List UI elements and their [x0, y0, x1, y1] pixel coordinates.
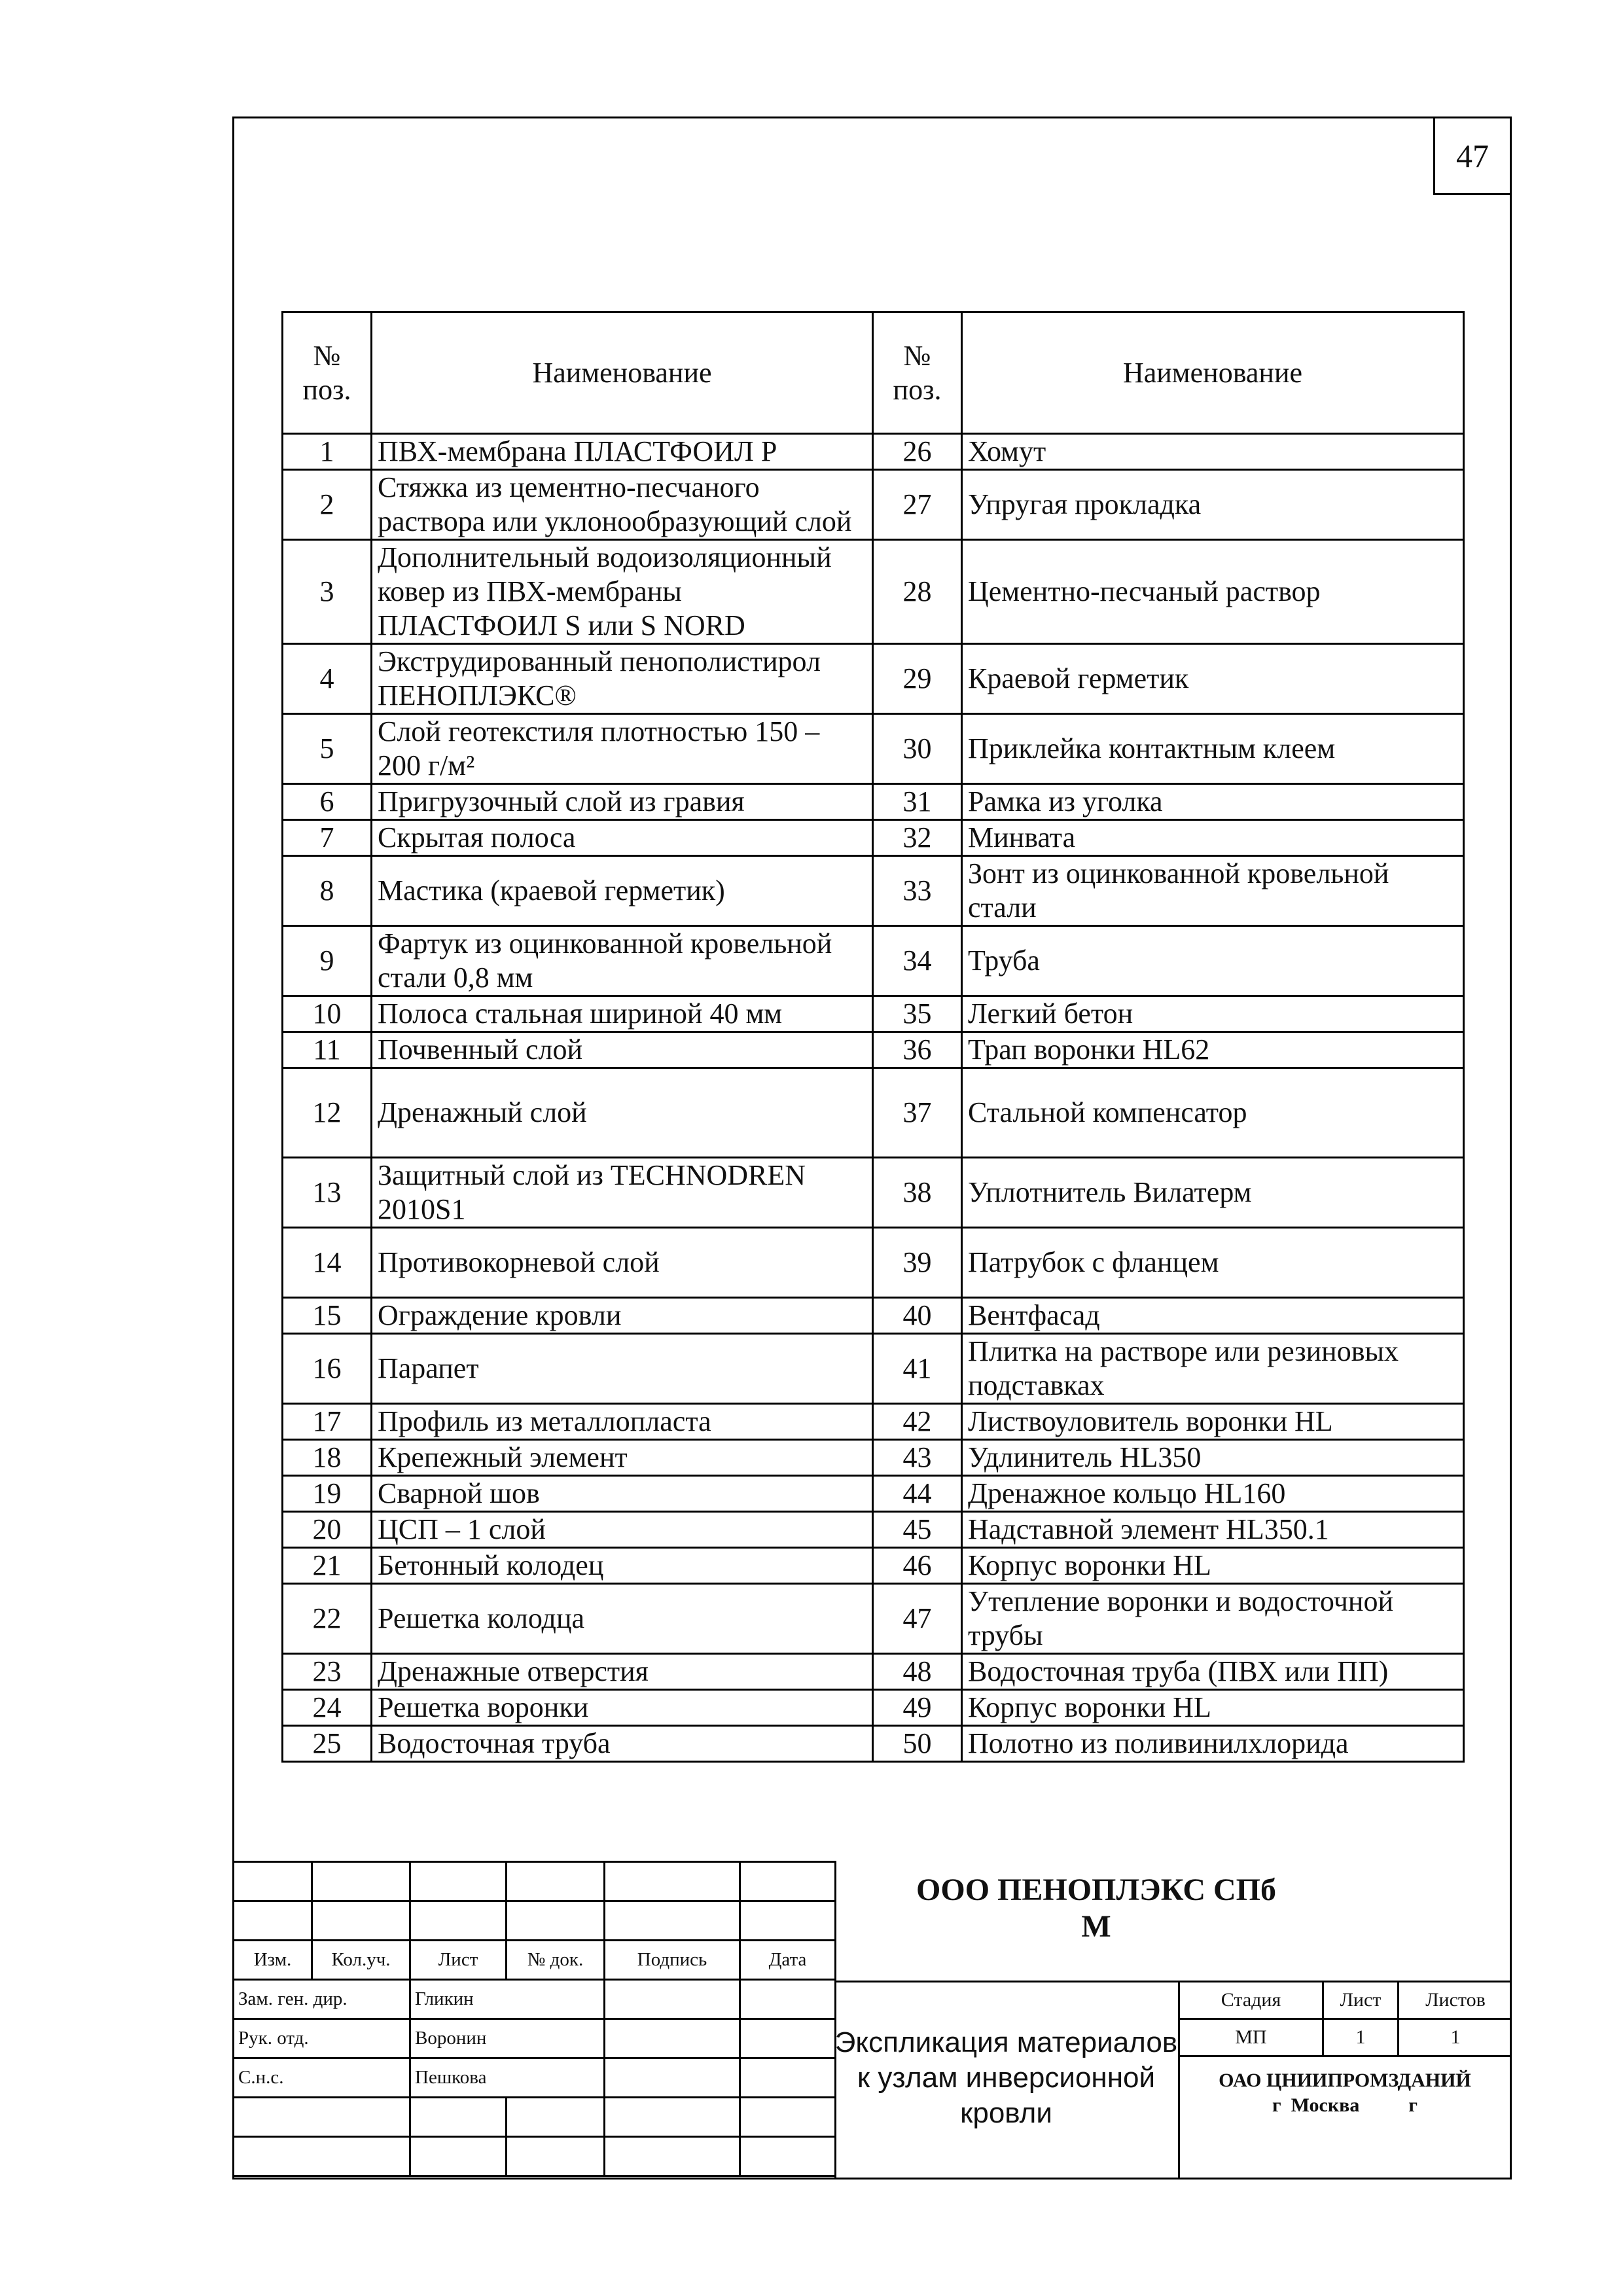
table-row — [283, 1158, 1464, 1228]
pos-right: 47 — [873, 1584, 962, 1654]
pos-left: 22 — [283, 1584, 372, 1654]
table-row — [283, 784, 1464, 820]
stamp-left-grid — [232, 1861, 836, 2177]
pos-left: 10 — [283, 996, 372, 1032]
sheets-value: 1 — [1450, 2026, 1461, 2048]
table-row — [283, 1228, 1464, 1298]
pos-right: 32 — [873, 820, 962, 856]
sheet-label: Лист — [1340, 1989, 1382, 2011]
pos-left: 18 — [283, 1440, 372, 1476]
stamp-col-label: Изм. — [234, 1941, 312, 1980]
pos-right: 28 — [873, 540, 962, 644]
name-right: Надставной элемент HL350.1 — [962, 1512, 1464, 1548]
stamp-role: Рук. отд. — [234, 2019, 410, 2058]
pos-left: 7 — [283, 820, 372, 856]
stage-label: Стадия — [1221, 1989, 1281, 2011]
stamp-role: С.н.с. — [234, 2058, 410, 2098]
name-left: Мастика (краевой герметик) — [372, 856, 873, 926]
pos-right: 34 — [873, 926, 962, 996]
pos-right: 44 — [873, 1476, 962, 1512]
pos-left: 20 — [283, 1512, 372, 1548]
pos-left: 19 — [283, 1476, 372, 1512]
page-number: 47 — [1433, 117, 1512, 195]
name-left: Профиль из металлопласта — [372, 1404, 873, 1440]
name-left: Экструдированный пенополистирол ПЕНОПЛЭКС® — [372, 644, 873, 714]
pos-left: 12 — [283, 1068, 372, 1158]
table-row — [283, 926, 1464, 996]
table-row — [283, 1440, 1464, 1476]
table-row — [283, 996, 1464, 1032]
pos-right: 40 — [873, 1298, 962, 1334]
pos-right: 41 — [873, 1334, 962, 1404]
name-right: Краевой герметик — [962, 644, 1464, 714]
table-row — [283, 820, 1464, 856]
pos-right: 27 — [873, 470, 962, 540]
pos-right: 29 — [873, 644, 962, 714]
pos-left: 24 — [283, 1690, 372, 1726]
materials-table — [281, 311, 1465, 1763]
stage-bottom-line — [1178, 2055, 1512, 2057]
name-right: Корпус воронки HL — [962, 1548, 1464, 1584]
stamp-col-label: Подпись — [605, 1941, 740, 1980]
name-right: Плитка на растворе или резиновых подставках — [962, 1334, 1464, 1404]
table-row — [283, 1404, 1464, 1440]
table-row — [283, 1654, 1464, 1690]
name-right: Упругая прокладка — [962, 470, 1464, 540]
name-left: Слой геотекстиля плотностью 150 – 200 г/м² — [372, 714, 873, 784]
pos-left: 1 — [283, 434, 372, 470]
table-row — [283, 1068, 1464, 1158]
name-right: Вентфасад — [962, 1298, 1464, 1334]
table-row — [283, 434, 1464, 470]
pos-right: 48 — [873, 1654, 962, 1690]
name-left: ЦСП – 1 слой — [372, 1512, 873, 1548]
name-left: Фартук из оцинкованной кровельной стали 0,8 мм — [372, 926, 873, 996]
name-right: Рамка из уголка — [962, 784, 1464, 820]
pos-left: 13 — [283, 1158, 372, 1228]
pos-right: 43 — [873, 1440, 962, 1476]
institution: ОАО ЦНИИПРОМЗДАНИЙ г Москва г — [1219, 2070, 1471, 2116]
table-row — [283, 1548, 1464, 1584]
stamp-person: Пешкова — [410, 2058, 605, 2098]
pos-left: 15 — [283, 1298, 372, 1334]
pos-left: 9 — [283, 926, 372, 996]
name-left: Защитный слой из TECHNODREN 2010S1 — [372, 1158, 873, 1228]
stamp-col-label: Лист — [410, 1941, 507, 1980]
stamp-person: Гликин — [410, 1980, 605, 2019]
pos-left: 17 — [283, 1404, 372, 1440]
pos-right: 42 — [873, 1404, 962, 1440]
organization-name: ООО ПЕНОПЛЭКС СПб М — [916, 1873, 1276, 1944]
pos-right: 30 — [873, 714, 962, 784]
table-row — [283, 1298, 1464, 1334]
table-row — [283, 1334, 1464, 1404]
pos-right: 26 — [873, 434, 962, 470]
name-left: Решетка воронки — [372, 1690, 873, 1726]
name-left: Стяжка из цементно-песчаного раствора или уклонообразующий слой — [372, 470, 873, 540]
name-right: Дренажное кольцо HL160 — [962, 1476, 1464, 1512]
table-row — [283, 540, 1464, 644]
name-left: Пригрузочный слой из гравия — [372, 784, 873, 820]
table-row — [283, 1584, 1464, 1654]
name-left: Ограждение кровли — [372, 1298, 873, 1334]
name-right: Корпус воронки HL — [962, 1690, 1464, 1726]
name-left: Крепежный элемент — [372, 1440, 873, 1476]
table-row — [283, 714, 1464, 784]
pos-left: 6 — [283, 784, 372, 820]
header-name-1: Наименование — [372, 312, 873, 434]
stamp-col-label: Кол.уч. — [312, 1941, 410, 1980]
sheets-label: Листов — [1425, 1989, 1486, 2011]
table-row — [283, 1726, 1464, 1762]
name-right: Зонт из оцинкованной кровельной стали — [962, 856, 1464, 926]
pos-right: 33 — [873, 856, 962, 926]
pos-left: 23 — [283, 1654, 372, 1690]
header-pos-1: № поз. — [283, 312, 372, 434]
table-row — [283, 1512, 1464, 1548]
pos-right: 31 — [873, 784, 962, 820]
name-right: Легкий бетон — [962, 996, 1464, 1032]
header-pos-2: № поз. — [873, 312, 962, 434]
pos-left: 2 — [283, 470, 372, 540]
pos-right: 50 — [873, 1726, 962, 1762]
name-left: Полоса стальная шириной 40 мм — [372, 996, 873, 1032]
name-left: Решетка колодца — [372, 1584, 873, 1654]
name-right: Трап воронки HL62 — [962, 1032, 1464, 1068]
table-row — [283, 1476, 1464, 1512]
pos-left: 14 — [283, 1228, 372, 1298]
stamp-col-label: Дата — [740, 1941, 836, 1980]
name-left: Противокорневой слой — [372, 1228, 873, 1298]
stamp-role: Зам. ген. дир. — [234, 1980, 410, 2019]
pos-right: 49 — [873, 1690, 962, 1726]
pos-left: 4 — [283, 644, 372, 714]
table-row — [283, 856, 1464, 926]
table-row — [283, 470, 1464, 540]
pos-left: 16 — [283, 1334, 372, 1404]
sheet-value: 1 — [1355, 2026, 1366, 2048]
name-left: Почвенный слой — [372, 1032, 873, 1068]
name-left: Дренажный слой — [372, 1068, 873, 1158]
name-right: Удлинитель HL350 — [962, 1440, 1464, 1476]
name-right: Патрубок с фланцем — [962, 1228, 1464, 1298]
pos-right: 38 — [873, 1158, 962, 1228]
pos-left: 8 — [283, 856, 372, 926]
name-left: Скрытая полоса — [372, 820, 873, 856]
pos-right: 39 — [873, 1228, 962, 1298]
name-left: Сварной шов — [372, 1476, 873, 1512]
header-name-2: Наименование — [962, 312, 1464, 434]
pos-right: 35 — [873, 996, 962, 1032]
pos-right: 46 — [873, 1548, 962, 1584]
name-right: Хомут — [962, 434, 1464, 470]
name-right: Утепление воронки и водосточной трубы — [962, 1584, 1464, 1654]
name-left: Дополнительный водоизоляционный ковер из ПВХ-мембраны ПЛАСТФОИЛ S или S NORD — [372, 540, 873, 644]
name-left: Дренажные отверстия — [372, 1654, 873, 1690]
table-row — [283, 1690, 1464, 1726]
name-right: Труба — [962, 926, 1464, 996]
name-right: Водосточная труба (ПВХ или ПП) — [962, 1654, 1464, 1690]
pos-right: 45 — [873, 1512, 962, 1548]
name-right: Уплотнитель Вилатерм — [962, 1158, 1464, 1228]
table-row — [283, 1032, 1464, 1068]
table-row — [283, 644, 1464, 714]
stage-value: МП — [1235, 2026, 1267, 2048]
name-left: Бетонный колодец — [372, 1548, 873, 1584]
name-right: Приклейка контактным клеем — [962, 714, 1464, 784]
name-right: Стальной компенсатор — [962, 1068, 1464, 1158]
pos-left: 25 — [283, 1726, 372, 1762]
drawing-title: Экспликация материалов к узлам инверсионной кровли — [834, 2026, 1178, 2129]
stamp-col-label: № док. — [507, 1941, 605, 1980]
name-left: ПВХ-мембрана ПЛАСТФОИЛ Р — [372, 434, 873, 470]
pos-left: 5 — [283, 714, 372, 784]
pos-left: 11 — [283, 1032, 372, 1068]
name-right: Листвоуловитель воронки HL — [962, 1404, 1464, 1440]
stamp-person: Воронин — [410, 2019, 605, 2058]
name-left: Водосточная труба — [372, 1726, 873, 1762]
name-right: Минвата — [962, 820, 1464, 856]
pos-right: 36 — [873, 1032, 962, 1068]
name-right: Полотно из поливинилхлорида — [962, 1726, 1464, 1762]
pos-left: 3 — [283, 540, 372, 644]
pos-right: 37 — [873, 1068, 962, 1158]
name-right: Цементно-песчаный раствор — [962, 540, 1464, 644]
name-left: Парапет — [372, 1334, 873, 1404]
pos-left: 21 — [283, 1548, 372, 1584]
